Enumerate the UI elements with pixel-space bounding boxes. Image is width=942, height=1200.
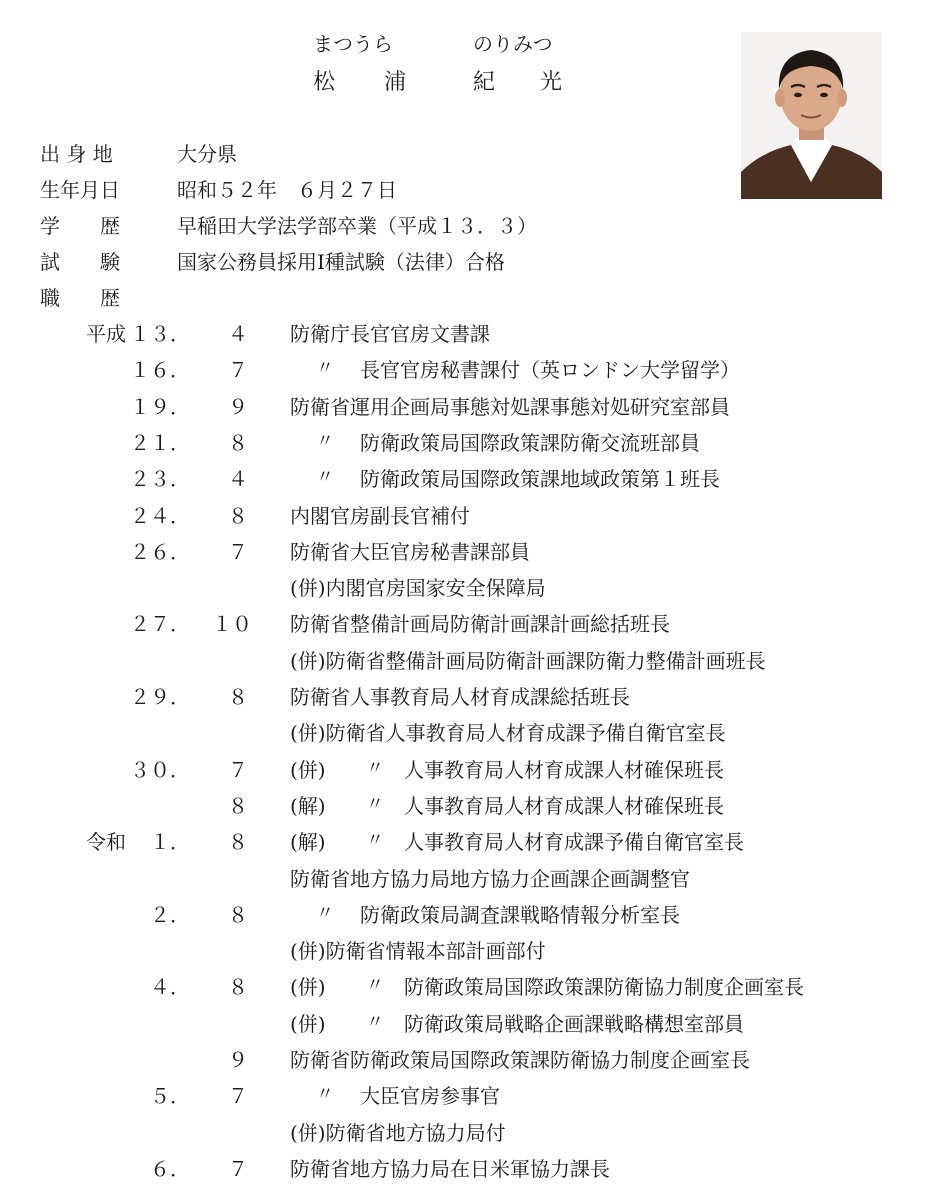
ditto-mark: 〃 (366, 758, 384, 779)
career-year: １６． (130, 358, 190, 382)
career-year: ２４． (130, 504, 190, 528)
education-label: 学 歴 (40, 214, 120, 238)
career-month: ７ (228, 358, 248, 382)
career-description: 防衛省人事教育局人材育成課総括班長 (290, 685, 630, 709)
ditto-mark: 〃 (366, 794, 384, 815)
career-year: １３． (130, 322, 190, 346)
career-description: 長官官房秘書課付（英ロンドン大学留学） (360, 358, 740, 382)
career-description: (併)内閣官房国家安全保障局 (290, 576, 546, 600)
career-month: ７ (228, 1084, 248, 1108)
ditto-mark: 〃 (316, 358, 334, 379)
ditto-mark: 〃 (366, 830, 384, 851)
career-year: ２３． (130, 467, 190, 491)
career-description: 内閣官房副長官補付 (290, 504, 470, 528)
career-month: ９ (228, 1048, 248, 1072)
career-description: 防衛省地方協力局地方協力企画課企画調整官 (290, 867, 690, 891)
career-era: 令和 (86, 830, 126, 854)
name-family-char-2: 浦 (384, 70, 407, 95)
career-year: ４． (150, 975, 190, 999)
career-description: (併)防衛省人事教育局人材育成課予備自衛官室長 (290, 721, 726, 745)
name-given-char-2: 光 (540, 70, 563, 95)
career-month: ８ (228, 830, 248, 854)
birthdate-label: 生年月日 (40, 178, 120, 202)
career-description: 防衛政策局国際政策課防衛協力制度企画室長 (404, 975, 804, 999)
career-month: ７ (228, 540, 248, 564)
career-month: ８ (228, 903, 248, 927)
ditto-mark: 〃 (316, 1084, 334, 1105)
career-era: 平成 (86, 322, 126, 346)
career-description: 人事教育局人材育成課人材確保班長 (404, 758, 724, 782)
career-description: (併)防衛省情報本部計画部付 (290, 939, 546, 963)
career-month: ９ (228, 395, 248, 419)
career-month: １０ (212, 612, 252, 636)
career-label: 職 歴 (40, 286, 120, 310)
furigana-family: まつうら (313, 32, 393, 56)
exam-label: 試 験 (40, 250, 120, 274)
career-month: ４ (228, 322, 248, 346)
furigana-given: のりみつ (473, 32, 553, 56)
career-year: ２９． (130, 685, 190, 709)
ditto-mark: 〃 (366, 975, 384, 996)
career-year: ２１． (130, 431, 190, 455)
career-description: 防衛政策局国際政策課地域政策第１班長 (360, 467, 720, 491)
name-family-char-1: 松 (313, 70, 336, 95)
career-prefix: (併) (290, 758, 326, 782)
ditto-mark: 〃 (366, 1012, 384, 1033)
exam-value: 国家公務員採用Ⅰ種試験（法律）合格 (177, 250, 505, 274)
career-description: 大臣官房参事官 (360, 1084, 500, 1108)
career-description: 防衛政策局戦略企画課戦略構想室部員 (404, 1012, 744, 1036)
career-description: 防衛政策局国際政策課防衛交流班部員 (360, 431, 700, 455)
career-month: ７ (228, 758, 248, 782)
career-description: (併)防衛省整備計画局防衛計画課防衛力整備計画班長 (290, 649, 766, 673)
ditto-mark: 〃 (316, 431, 334, 452)
career-year: １９． (130, 395, 190, 419)
career-prefix: (解) (290, 794, 326, 818)
career-year: ２７． (130, 612, 190, 636)
career-year: ２６． (130, 540, 190, 564)
career-year: ５． (150, 1084, 190, 1108)
ditto-mark: 〃 (316, 467, 334, 488)
birthplace-label: 出 身 地 (40, 142, 113, 166)
career-description: 人事教育局人材育成課予備自衛官室長 (404, 830, 744, 854)
education-value: 早稲田大学法学部卒業（平成１３．３） (177, 214, 537, 238)
career-prefix: (併) (290, 975, 326, 999)
career-year: ３０． (130, 758, 190, 782)
career-description: 防衛政策局調査課戦略情報分析室長 (360, 903, 680, 927)
career-description: 防衛省整備計画局防衛計画課計画総括班長 (290, 612, 670, 636)
career-month: ７ (228, 1157, 248, 1181)
ditto-mark: 〃 (316, 903, 334, 924)
career-year: ２． (150, 903, 190, 927)
career-description: 防衛省大臣官房秘書課部員 (290, 540, 530, 564)
career-description: (併)防衛省地方協力局付 (290, 1121, 506, 1145)
portrait-illustration (741, 32, 882, 199)
career-month: ８ (228, 504, 248, 528)
career-year: ６． (150, 1157, 190, 1181)
birthdate-value: 昭和５２年 ６月２７日 (177, 178, 397, 202)
career-month: ８ (228, 794, 248, 818)
name-given-char-1: 紀 (473, 70, 496, 95)
career-description: 人事教育局人材育成課人材確保班長 (404, 794, 724, 818)
career-prefix: (解) (290, 830, 326, 854)
career-prefix: (併) (290, 1012, 326, 1036)
career-month: ８ (228, 975, 248, 999)
birthplace-value: 大分県 (177, 142, 237, 166)
career-year: １． (150, 830, 190, 854)
career-description: 防衛省防衛政策局国際政策課防衛協力制度企画室長 (290, 1048, 750, 1072)
career-month: ８ (228, 431, 248, 455)
career-description: 防衛省運用企画局事態対処課事態対処研究室部員 (290, 395, 730, 419)
portrait-photo (741, 32, 882, 199)
career-month: ４ (228, 467, 248, 491)
career-description: 防衛省地方協力局在日米軍協力課長 (290, 1157, 610, 1181)
career-month: ８ (228, 685, 248, 709)
career-description: 防衛庁長官官房文書課 (290, 322, 490, 346)
